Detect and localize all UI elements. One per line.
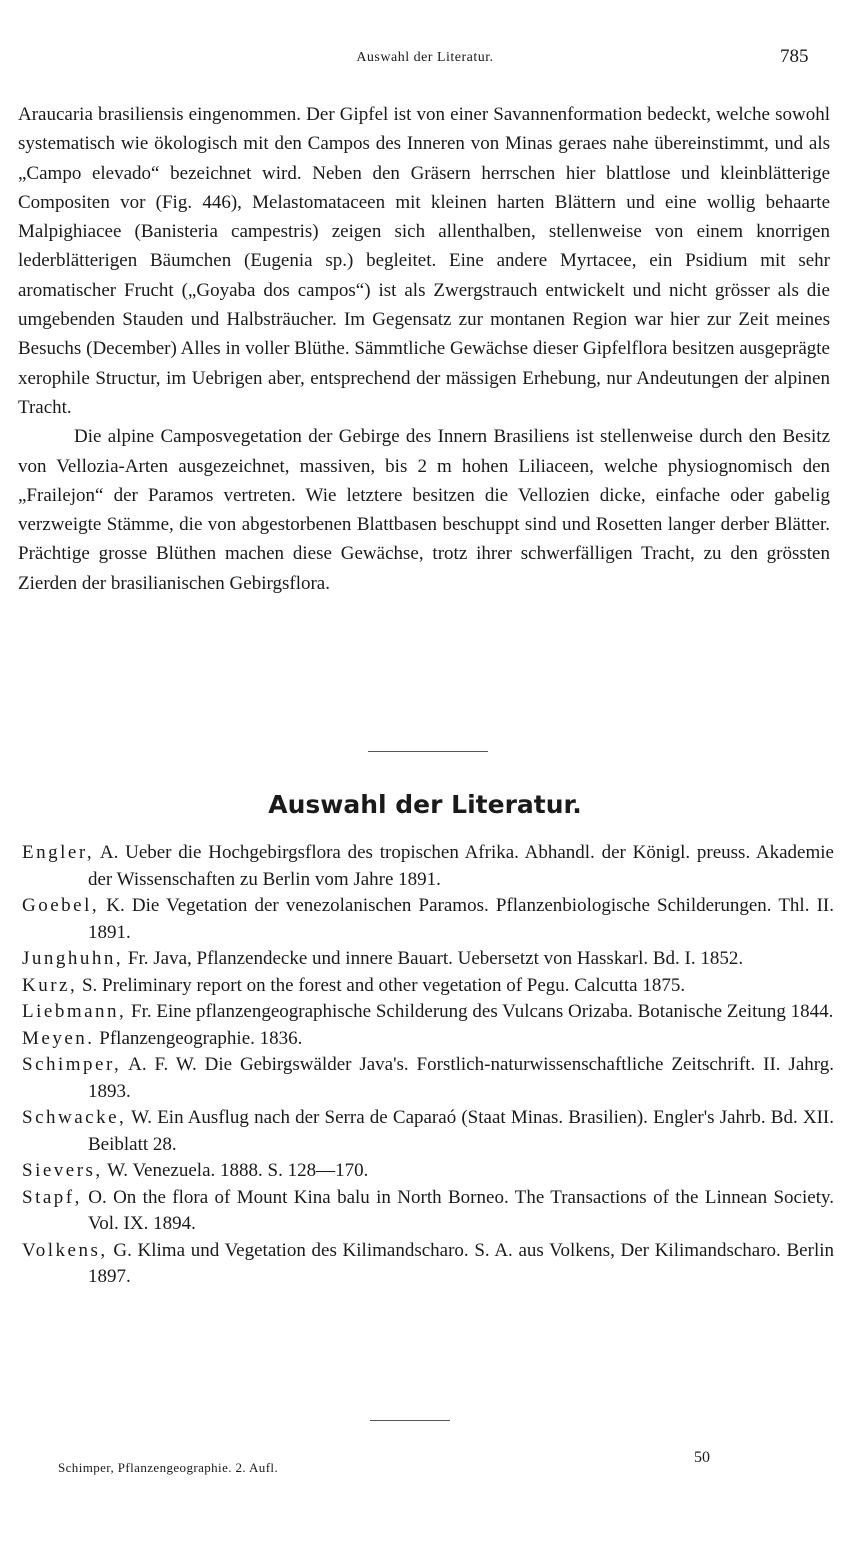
section-heading: Auswahl der Literatur. (268, 790, 582, 819)
reference-item (22, 1105, 834, 1158)
reference-text: Fr. Java, Pflanzendecke und innere Bauart. Uebersetzt von Hasskarl. Bd. I. 1852. (123, 948, 744, 969)
reference-author: Stapf, (22, 1186, 82, 1208)
reference-item (22, 1185, 834, 1238)
reference-author: Schimper, (22, 1054, 122, 1075)
footer-signature: Schimper, Pflanzengeographie. 2. Aufl. (58, 1460, 279, 1475)
reference-item (22, 999, 834, 1026)
reference-author: Meyen. (22, 1027, 95, 1049)
paragraph-2: Die alpine Camposvegetation der Gebirge des Innern Brasiliens ist stellenweise durch den Besitz von Vellozia-Arten ausgezeichnet, massiven, bis 2 m hohen Liliaceen, welche physiognomisch den „Frailejon“ der Paramos vertreten. Wie letztere besitzen die Vellozien dicke, einfache oder gabelig verzweigte Stämme, die von abgestorbenen Blattbasen beschuppt sind und Rosetten langer derber Blätter. Prächtige grosse Blüthen machen diese Gewächse, trotz ihrer schwerfälligen Tracht, zu den grössten Zierden der brasilianischen Gebirgsflora. (18, 426, 830, 594)
reference-text: G. Klima und Vegetation des Kilimandscharo. S. A. aus Volkens, Der Kilimandscharo. Berlin 1897. (88, 1239, 834, 1287)
reference-author: Goebel, (22, 895, 100, 916)
reference-text: W. Ein Ausflug nach der Serra de Caparaó (Staat Minas. Brasilien). Engler's Jahrb. Bd. XII. Beiblatt 28. (88, 1107, 834, 1155)
reference-text: Fr. Eine pflanzengeographische Schilderung des Vulcans Orizaba. Botanische Zeitung 1844. (126, 1001, 834, 1022)
reference-text: A. Ueber die Hochgebirgsflora des tropischen Afrika. Abhandl. der Königl. preuss. Akademie der Wissenschaften zu Berlin vom Jahre 1891. (88, 842, 834, 890)
reference-text: W. Venezuela. 1888. S. 128—170. (102, 1160, 369, 1181)
reference-author: Junghuhn, (22, 948, 124, 969)
reference-text: O. On the flora of Mount Kina balu in North Borneo. The Transactions of the Linnean Society. Vol. IX. 1894. (81, 1186, 834, 1234)
footer-sheet-number: 50 (694, 1449, 710, 1466)
reference-author: Volkens, (22, 1239, 108, 1261)
reference-author: Sievers, (22, 1160, 103, 1181)
running-header-title: Auswahl der Literatur. (356, 50, 494, 65)
reference-item (22, 946, 834, 973)
reference-text: S. Preliminary report on the forest and other vegetation of Pegu. Calcutta 1875. (77, 974, 686, 996)
reference-item (22, 840, 834, 893)
reference-text: Pflanzengeographie. 1836. (94, 1027, 303, 1049)
reference-author: Liebmann, (22, 1001, 127, 1022)
reference-item (22, 973, 834, 1000)
end-divider (370, 1420, 450, 1421)
reference-text: A. F. W. Die Gebirgswälder Java's. Forstlich-naturwissenschaftliche Zeitschrift. II. Jahrg. 1893. (88, 1054, 834, 1102)
reference-author: Engler, (22, 842, 95, 863)
section-divider (368, 751, 488, 752)
reference-item (22, 1026, 834, 1053)
reference-item (22, 893, 834, 946)
reference-item (22, 1238, 834, 1291)
reference-item (22, 1052, 834, 1105)
reference-text: K. Die Vegetation der venezolanischen Paramos. Pflanzenbiologische Schilderungen. Thl. II. 1891. (88, 895, 834, 943)
reference-item (22, 1158, 834, 1185)
reference-list (22, 840, 834, 1291)
body-text (18, 100, 830, 598)
reference-author: Kurz, (22, 974, 78, 996)
reference-author: Schwacke, (22, 1107, 127, 1128)
paragraph-1: Araucaria brasiliensis eingenommen. Der Gipfel ist von einer Savannenformation bedeckt, welche sowohl systematisch wie ökologisch mit den Campos des Inneren von Minas geraes nahe übereinstimmt, und als „Campo elevado“ bezeichnet wird. Neben den Gräsern herrschen hier blattlose und kleinblätterige Compositen vor (Fig. 446), Melastomataceen mit kleinen harten Blättern und eine wollig behaarte Malpighiacee (Banisteria campestris) zeigen sich allenthalben, stellenweise von einem knorrigen lederblätterigen Bäumchen (Eugenia sp.) begleitet. Eine andere Myrtacee, ein Psidium mit sehr aromatischer Frucht („Goyaba dos campos“) ist als Zwergstrauch entwickelt und nicht grösser als die umgebenden Stauden und Halbsträucher. Im Gegensatz zur montanen Region war hier zur Zeit meines Besuchs (December) Alles in voller Blüthe. Sämmtliche Gewächse dieser Gipfelflora besitzen ausgeprägte xerophile Structur, im Uebrigen aber, entsprechend der mässigen Erhebung, nur Andeutungen der alpinen Tracht. (18, 104, 830, 418)
page-number: 785 (780, 46, 809, 67)
